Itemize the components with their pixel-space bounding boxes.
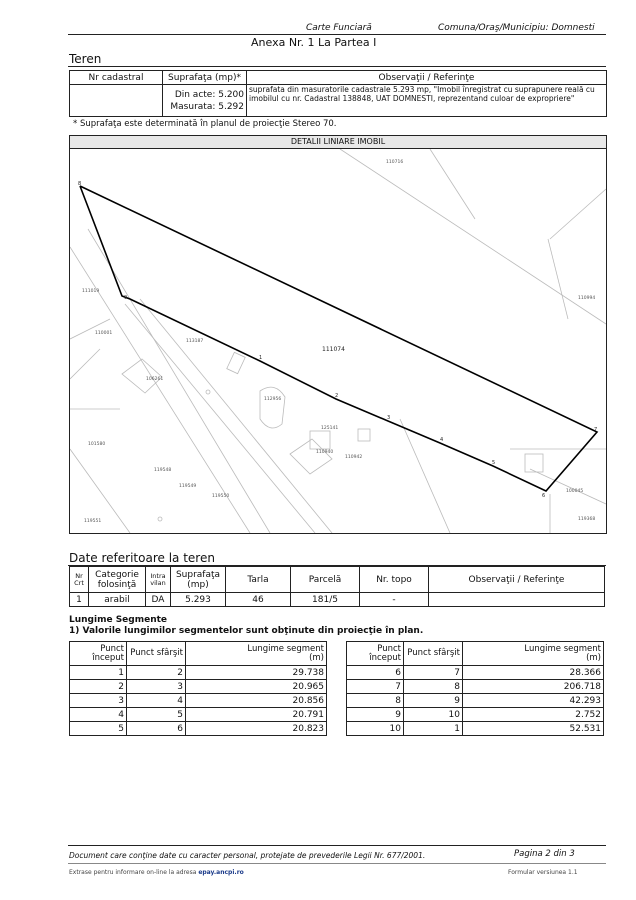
- map-label-119549: 119549: [179, 484, 197, 489]
- cell-parcela: 181/5: [291, 593, 360, 607]
- footer-disclaimer: Document care conţine date cu caracter personal, protejate de prevederile Legii Nr. 677/2001.: [69, 851, 426, 860]
- segment-row-left: [70, 680, 327, 694]
- seg-left-col-length: [186, 642, 327, 666]
- seg-right-col-length: [463, 642, 604, 666]
- map-label-110942: 110942: [345, 455, 363, 460]
- segment-end: 10: [404, 708, 463, 722]
- cell-observatii-row: [429, 593, 605, 607]
- segment-end: 8: [404, 680, 463, 694]
- segment-row-right: [347, 708, 604, 722]
- footer-version: Formular versiunea 1.1: [508, 869, 578, 876]
- vertex-2: 2: [335, 393, 339, 399]
- vertex-7: 7: [594, 427, 598, 433]
- cell-categorie: arabil: [89, 593, 146, 607]
- map-label-110940: 110940: [316, 450, 334, 455]
- cell-tarla: 46: [226, 593, 291, 607]
- segment-end: 9: [404, 694, 463, 708]
- segment-length: 52.531: [463, 722, 604, 736]
- teren-title: Teren: [69, 52, 102, 66]
- map-label-111019: 111019: [82, 289, 100, 294]
- date-teren-title: Date referitoare la teren: [69, 551, 215, 565]
- segment-end: 3: [127, 680, 186, 694]
- vertex-5: 5: [492, 460, 496, 466]
- segment-start: 6: [347, 666, 404, 680]
- vertex-4: 4: [440, 437, 444, 443]
- col-nr-crt: Nr Crt: [70, 567, 89, 593]
- col-intravilan: Intra vilan: [146, 567, 171, 593]
- footer-rule: [68, 845, 606, 846]
- segment-end: 6: [127, 722, 186, 736]
- cell-intravilan: DA: [146, 593, 171, 607]
- segment-start: 10: [347, 722, 404, 736]
- map-label-113187: 113187: [186, 339, 204, 344]
- col-categorie: Categorie folosinţă: [89, 567, 146, 593]
- segment-row-left: [70, 694, 327, 708]
- segment-length: 20.823: [186, 722, 327, 736]
- cell-observatii: suprafata din masuratorile cadastrale 5.293 mp, "Imobil înregistrat cu suprapunere reală cu imobilul cu nr. Cadastral 138848, UAT DOMNESTI, reprezentand culoar de expropriere": [247, 85, 607, 117]
- cell-nr-crt: 1: [70, 593, 89, 607]
- segment-length: 2.752: [463, 708, 604, 722]
- segment-end: 4: [127, 694, 186, 708]
- segment-row-right: [347, 680, 604, 694]
- map-label-110716: 110716: [386, 160, 404, 165]
- segment-end: 1: [404, 722, 463, 736]
- col-parcela: Parcelă: [291, 567, 360, 593]
- col-suprafata: Suprafaţa (mp)*: [163, 71, 247, 85]
- annex-title: Anexa Nr. 1 La Partea I: [251, 36, 377, 49]
- cell-suprafata: [163, 85, 247, 117]
- map-label-112956: 112956: [264, 397, 282, 402]
- segment-end: 2: [127, 666, 186, 680]
- footer-extract-site[interactable]: epay.ancpi.ro: [198, 869, 244, 876]
- segment-length: 20.965: [186, 680, 327, 694]
- map-label-101580: 101580: [88, 442, 106, 447]
- segment-row-left: [70, 722, 327, 736]
- segment-start: 5: [70, 722, 127, 736]
- col-suprafata-mp: Suprafaţa (mp): [171, 567, 226, 593]
- segment-length: 20.856: [186, 694, 327, 708]
- seg-left-unit: (m): [309, 652, 324, 663]
- footer-extract: [69, 869, 244, 876]
- teren-table: [69, 70, 607, 117]
- segment-start: 8: [347, 694, 404, 708]
- col-observatii-referinte: Observaţii / Referinţe: [429, 567, 605, 593]
- map-label-100045: 100045: [566, 489, 584, 494]
- teren-rule: [68, 66, 606, 67]
- cadastral-plan: [70, 149, 606, 533]
- segment-length: 29.738: [186, 666, 327, 680]
- footer-extract-prefix: Extrase pentru informare on-line la adresa: [69, 869, 199, 876]
- segment-length: 28.366: [463, 666, 604, 680]
- seg-left-len-label: Lungime segment: [247, 643, 324, 654]
- segment-end: 7: [404, 666, 463, 680]
- cell-suprafata-mp: 5.293: [171, 593, 226, 607]
- col-nr-topo: Nr. topo: [360, 567, 429, 593]
- header-carte-funciara: Carte Funciară: [306, 23, 372, 33]
- cell-nr-cadastral: [70, 85, 163, 117]
- vertex-6: 6: [542, 493, 546, 499]
- segment-start: 4: [70, 708, 127, 722]
- segment-row-right: [347, 722, 604, 736]
- segment-start: 3: [70, 694, 127, 708]
- suprafata-acte: Din acte: 5.200: [174, 89, 244, 100]
- seg-right-col-start: Punct început: [347, 642, 404, 666]
- segments-title: Lungime Segmente: [69, 615, 168, 625]
- segment-row-left: [70, 708, 327, 722]
- map-label-119548: 119548: [154, 468, 172, 473]
- vertex-1: 1: [259, 355, 263, 361]
- segments-table-right: [346, 641, 604, 736]
- segment-length: 42.293: [463, 694, 604, 708]
- segments-subtitle: 1) Valorile lungimilor segmentelor sunt obţinute din proiecţie în plan.: [69, 626, 424, 636]
- col-nr-cadastral: Nr cadastral: [70, 71, 163, 85]
- map-frame: [69, 135, 607, 534]
- teren-note: * Suprafaţa este determinată în planul de proiecţie Stereo 70.: [73, 119, 337, 129]
- footer-page: Pagina 2 din 3: [514, 849, 575, 859]
- header-rule: [68, 34, 606, 35]
- seg-right-len-label: Lungime segment: [524, 643, 601, 654]
- map-label-119550: 119550: [212, 494, 230, 499]
- seg-left-col-start: Punct început: [70, 642, 127, 666]
- segment-end: 5: [127, 708, 186, 722]
- map-label-110001: 110001: [95, 331, 113, 336]
- header-localitate: Comuna/Oraş/Municipiu: Domnesti: [438, 23, 595, 33]
- map-label-110994: 110994: [578, 296, 596, 301]
- map-label-125141: 125141: [321, 426, 339, 431]
- segment-start: 9: [347, 708, 404, 722]
- segment-start: 2: [70, 680, 127, 694]
- map-label-119368: 119368: [578, 517, 596, 522]
- segment-length: 20.791: [186, 708, 327, 722]
- segment-row-left: [70, 666, 327, 680]
- vertex-3: 3: [387, 415, 391, 421]
- footer-rule-2: [68, 863, 606, 864]
- seg-left-col-end: Punct sfârşit: [127, 642, 186, 666]
- segment-row-right: [347, 694, 604, 708]
- segment-length: 206.718: [463, 680, 604, 694]
- vertex-9: 9: [124, 295, 128, 301]
- seg-right-col-end: Punct sfârşit: [404, 642, 463, 666]
- map-title: DETALII LINIARE IMOBIL: [70, 136, 606, 149]
- segment-row-right: [347, 666, 604, 680]
- map-label-119551: 119551: [84, 519, 102, 524]
- segment-start: 7: [347, 680, 404, 694]
- segments-table-left: [69, 641, 327, 736]
- parcel-id-label: 111074: [322, 346, 345, 353]
- segment-start: 1: [70, 666, 127, 680]
- parcel-boundary: [80, 186, 597, 491]
- suprafata-masurata: Masurata: 5.292: [170, 101, 244, 112]
- vertex-8: 8: [78, 181, 82, 187]
- seg-right-unit: (m): [586, 652, 601, 663]
- col-tarla: Tarla: [226, 567, 291, 593]
- col-observatii: Observaţii / Referinţe: [247, 71, 607, 85]
- cell-nr-topo: -: [360, 593, 429, 607]
- map-label-106261: 106261: [146, 377, 164, 382]
- date-teren-table: [69, 566, 605, 607]
